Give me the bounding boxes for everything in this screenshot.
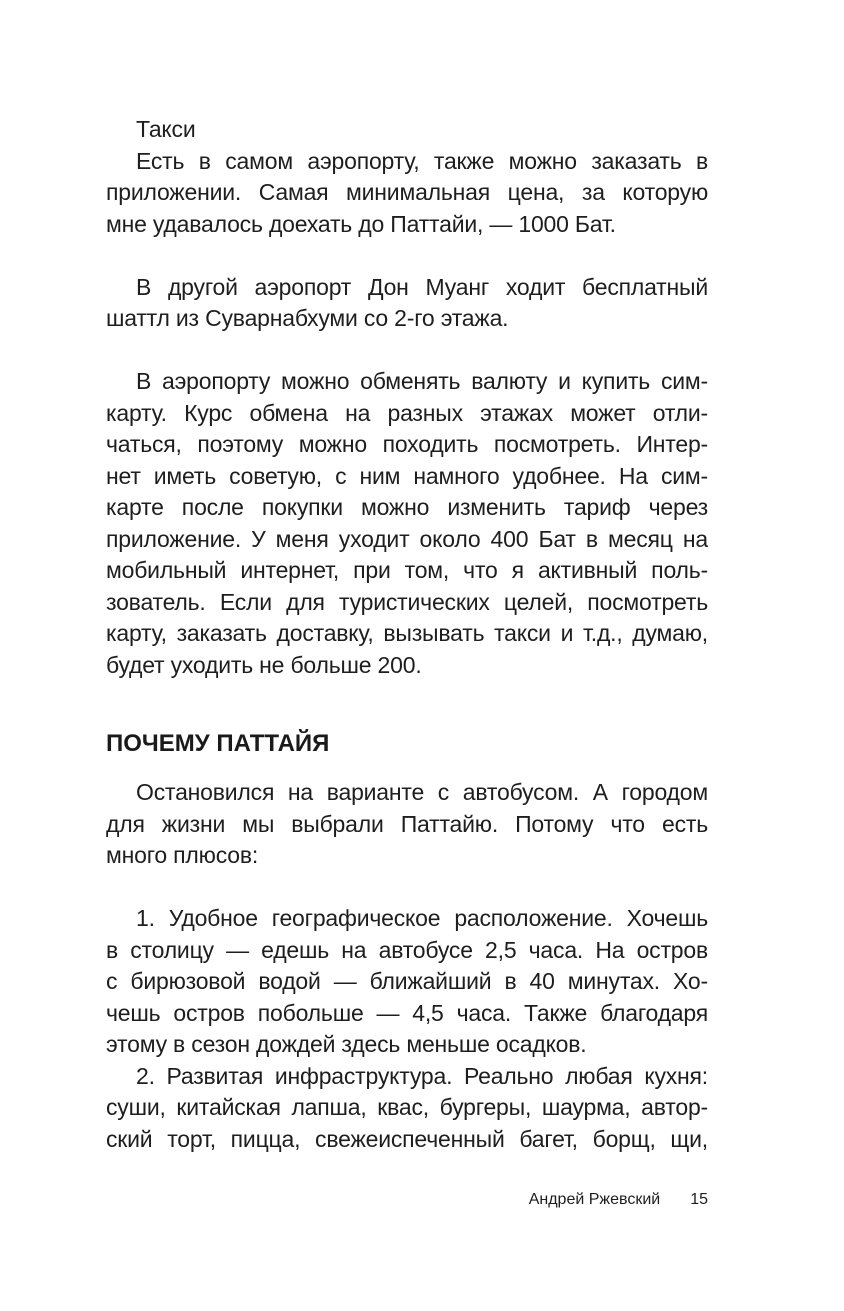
- text-line: мне удавалось доехать до Паттайи, — 1000 Бат.: [106, 210, 616, 237]
- text-line: ский торт, пицца, свежеиспеченный багет, борщ, щи,: [106, 1125, 708, 1152]
- section-heading: ПОЧЕМУ ПАТТАЙЯ: [106, 730, 330, 757]
- text-line: карту, заказать доставку, вызывать такси и т.д., думаю,: [106, 620, 708, 646]
- text-line: карту. Курс обмена на разных этажах может отли-: [106, 399, 708, 426]
- text-line: с бирюзовой водой — ближайший в 40 минутах. Хо-: [106, 968, 708, 994]
- paragraph-spacer: [106, 240, 708, 272]
- paragraph-shuttle: [106, 272, 708, 335]
- author-name: Андрей Ржевский: [528, 1191, 661, 1208]
- text-line: будет уходить не больше 200.: [106, 651, 422, 678]
- paragraph-spacer: [106, 872, 708, 904]
- text-line: приложении. Самая минимальная цена, за которую: [106, 179, 708, 205]
- paragraph-spacer: [106, 335, 708, 367]
- paragraph-intro: [106, 777, 708, 872]
- paragraph-sim-card: [106, 366, 708, 681]
- paragraph-taxi: [106, 146, 708, 241]
- text-line: Есть в самом аэропорту, также можно заказать в: [136, 147, 708, 174]
- page-footer: [529, 1188, 708, 1212]
- text-column: [106, 114, 708, 1155]
- text-line: мобильный интернет, при том, что я активный поль-: [106, 557, 708, 583]
- list-item: [106, 903, 708, 1061]
- subheading-line: Такси: [136, 116, 196, 142]
- text-line: Остановился на варианте с автобусом. А городом: [136, 779, 708, 805]
- text-line: 2. Развитая инфраструктура. Реально любая кухня:: [136, 1062, 708, 1089]
- text-line: чешь остров побольше — 4,5 часа. Также благодаря: [106, 999, 708, 1026]
- text-line: много плюсов:: [106, 842, 259, 868]
- text-line: для жизни мы выбрали Паттайю. Потому что есть: [106, 810, 708, 837]
- text-line: приложение. У меня уходит около 400 Бат в месяц на: [106, 525, 708, 552]
- text-line: шаттл из Суварнабхуми со 2-го этажа.: [106, 305, 509, 331]
- list-item: [106, 1061, 708, 1156]
- text-line: В аэропорту можно обменять валюту и купить сим-: [136, 368, 708, 394]
- text-line: зователь. Если для туристических целей, посмотреть: [106, 588, 708, 615]
- text-line: этому в сезон дождей здесь меньше осадков.: [106, 1031, 587, 1057]
- text-line: в столицу — едешь на автобусе 2,5 часа. На остров: [106, 936, 708, 963]
- text-line: нет иметь советую, с ним намного удобнее. На сим-: [106, 462, 708, 489]
- text-line: суши, китайская лапша, квас, бургеры, шаурма, автор-: [106, 1094, 708, 1120]
- text-line: В другой аэропорт Дон Муанг ходит бесплатный: [136, 273, 708, 300]
- text-line: чаться, поэтому можно походить посмотреть. Интер-: [106, 431, 708, 457]
- page-number: 15: [690, 1191, 708, 1208]
- text-line: карте после покупки можно изменить тариф через: [106, 494, 708, 520]
- text-line: 1. Удобное географическое расположение. Хочешь: [136, 905, 708, 931]
- subheading-taxi: [106, 114, 708, 146]
